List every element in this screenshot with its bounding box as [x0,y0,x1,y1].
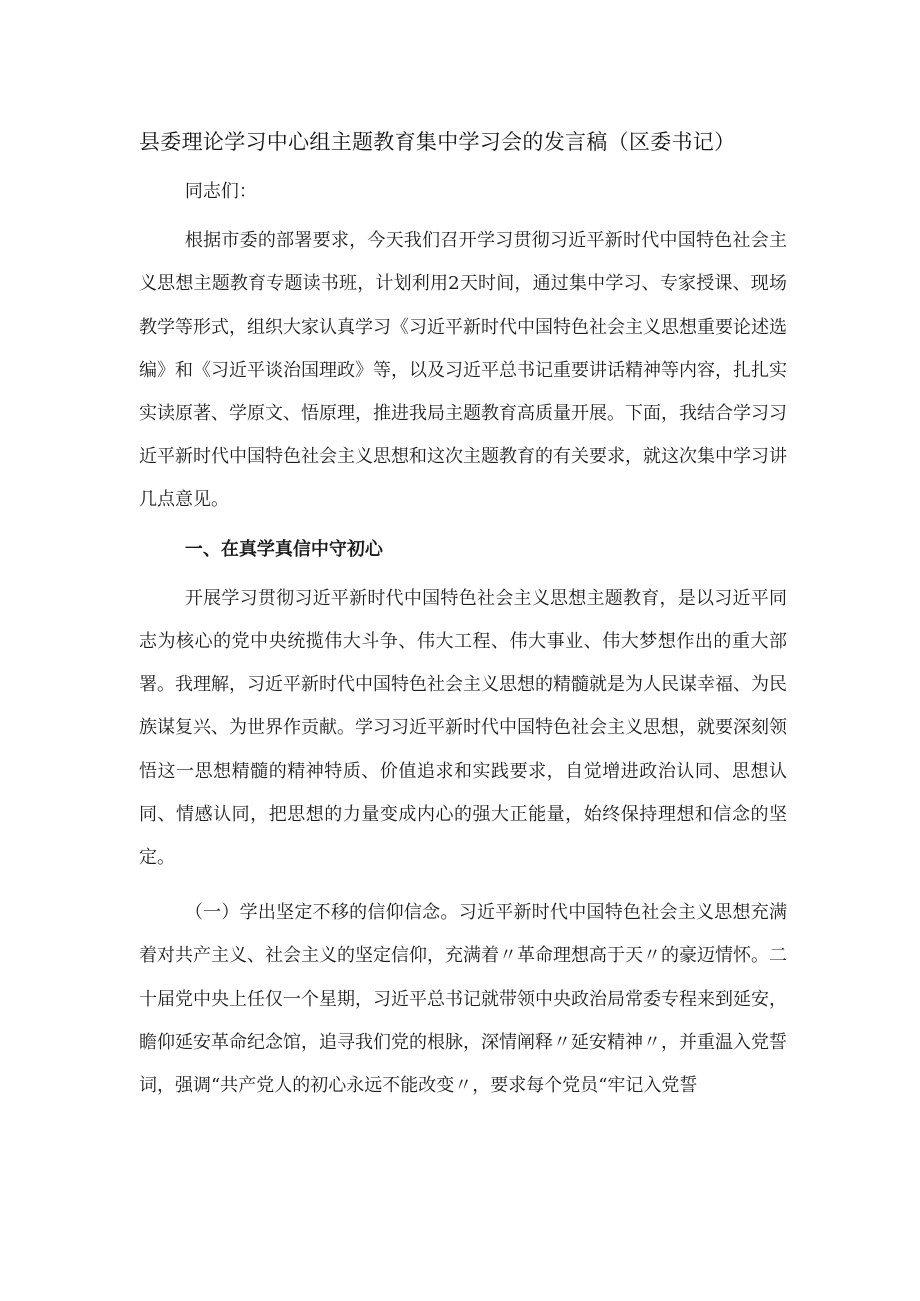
document-title: 县委理论学习中心组主题教育集中学习会的发言稿（区委书记） [139,130,736,154]
section-paragraph: 开展学习贯彻习近平新时代中国特色社会主义思想主题教育，是以习近平同志为核心的党中央统揽伟大斗争、伟大工程、伟大事业、伟大梦想作出的重大部署。我理解，习近平新时代中国特色社会主义思想的精髓就是为人民谋幸福、为民族谋复兴、为世界作贡献。学习习近平新时代中国特色社会主义思想，就要深刻领悟这一思想精髓的精神特质、价值追求和实践要求，自觉增进政治认同、思想认同、情感认同，把思想的力量变成内心的强大正能量，始终保持理想和信念的坚定。 [139,587,787,869]
salutation: 同志们： [184,181,257,202]
document-body [139,170,787,1107]
section-heading: 一、在真学真信中守初心 [184,538,383,560]
subsection-paragraph: （一）学出坚定不移的信仰信念。习近平新时代中国特色社会主义思想充满着对共产主义、社会主义的坚定信仰，充满着〃革命理想高于天〃的豪迈情怀。二十届党中央上任仅一个星期，习近平总书记就带领中央政治局常委专程来到延安，瞻仰延安革命纪念馆，追寻我们党的根脉，深情阐释〃延安精神〃，并重温入党誓词，强调“共产党人的初心永远不能改变〃，要求每个党员“牢记入党誓 [139,902,787,1097]
intro-paragraph: 根据市委的部署要求，今天我们召开学习贯彻习近平新时代中国特色社会主义思想主题教育专题读书班，计划利用2天时间，通过集中学习、专家授课、现场教学等形式，组织大家认真学习《习近平新时代中国特色社会主义思想重要论述选编》和《习近平谈治国理政》等，以及习近平总书记重要讲话精神等内容，扎扎实实读原著、学原文、悟原理，推进我局主题教育高质量开展。下面，我结合学习习近平新时代中国特色社会主义思想和这次主题教育的有关要求，就这次集中学习讲几点意见。 [139,230,787,511]
